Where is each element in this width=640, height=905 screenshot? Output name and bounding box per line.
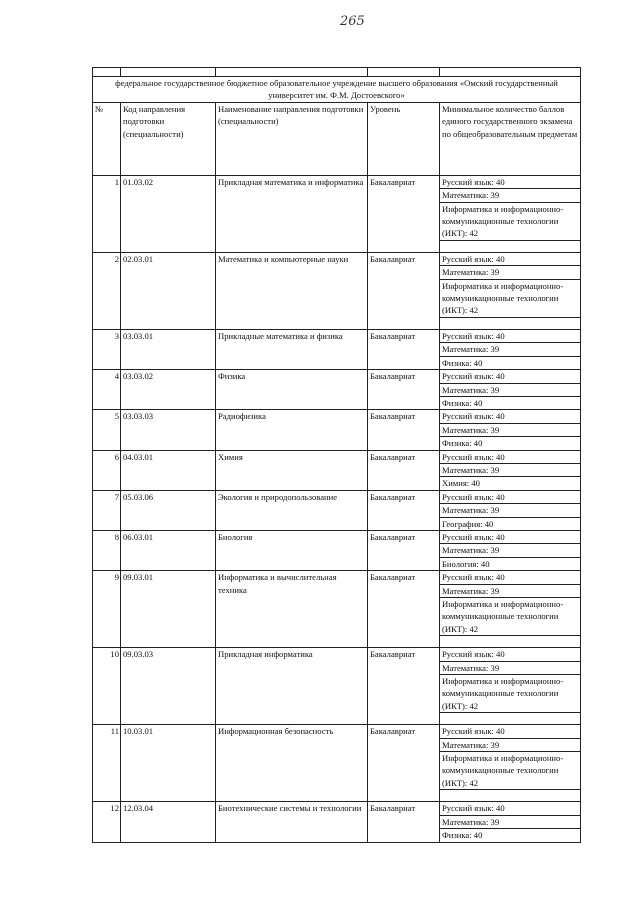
organization-row bbox=[93, 77, 581, 103]
row-exam: Русский язык: 40 bbox=[440, 370, 581, 383]
row-exam: Русский язык: 40 bbox=[440, 252, 581, 265]
row-level: Бакалавриат bbox=[368, 175, 440, 252]
row-exam: Математика: 39 bbox=[440, 343, 581, 356]
organization-name: федеральное государственное бюджетное образовательное учреждение высшего образования «Омский государственный университет им. Ф.М. Достоевского» bbox=[93, 77, 581, 103]
row-name: Радиофизика bbox=[216, 410, 368, 450]
row-name: Прикладные математика и физика bbox=[216, 329, 368, 369]
row-level: Бакалавриат bbox=[368, 450, 440, 490]
table-row bbox=[93, 175, 581, 188]
row-number: 9 bbox=[93, 571, 121, 648]
row-exam: Математика: 39 bbox=[440, 738, 581, 751]
row-code: 06.03.01 bbox=[121, 530, 216, 570]
table-row bbox=[93, 252, 581, 265]
row-exam: Математика: 39 bbox=[440, 383, 581, 396]
row-exam: Физика: 40 bbox=[440, 356, 581, 369]
row-exam: Физика: 40 bbox=[440, 437, 581, 450]
row-exam: Русский язык: 40 bbox=[440, 530, 581, 543]
table-row bbox=[93, 450, 581, 463]
table-row bbox=[93, 490, 581, 503]
row-number: 6 bbox=[93, 450, 121, 490]
row-number: 10 bbox=[93, 648, 121, 725]
row-number: 5 bbox=[93, 410, 121, 450]
row-exam: Русский язык: 40 bbox=[440, 490, 581, 503]
row-exam: География: 40 bbox=[440, 517, 581, 530]
row-exam: Математика: 39 bbox=[440, 504, 581, 517]
row-exam: Физика: 40 bbox=[440, 396, 581, 409]
row-exam: Информатика и информационно-коммуникационные технологии (ИКТ): 42 bbox=[440, 279, 581, 317]
row-exam: Математика: 39 bbox=[440, 815, 581, 828]
header-num: № bbox=[93, 102, 121, 175]
row-exam: Информатика и информационно-коммуникационные технологии (ИКТ): 42 bbox=[440, 675, 581, 713]
header-code: Код направления подготовки (специальности) bbox=[121, 102, 216, 175]
row-number: 7 bbox=[93, 490, 121, 530]
row-exam: Математика: 39 bbox=[440, 463, 581, 476]
row-exam-spacer bbox=[440, 636, 581, 648]
row-code: 03.03.02 bbox=[121, 370, 216, 410]
row-number: 8 bbox=[93, 530, 121, 570]
row-exam: Математика: 39 bbox=[440, 266, 581, 279]
row-level: Бакалавриат bbox=[368, 490, 440, 530]
row-code: 05.03.06 bbox=[121, 490, 216, 530]
row-level: Бакалавриат bbox=[368, 252, 440, 329]
row-number: 4 bbox=[93, 370, 121, 410]
row-exam: Биология: 40 bbox=[440, 557, 581, 570]
row-exam: Русский язык: 40 bbox=[440, 802, 581, 815]
row-name: Экология и природопользование bbox=[216, 490, 368, 530]
row-level: Бакалавриат bbox=[368, 329, 440, 369]
row-exam: Русский язык: 40 bbox=[440, 329, 581, 342]
table-row bbox=[93, 370, 581, 383]
row-exam: Русский язык: 40 bbox=[440, 410, 581, 423]
row-exam: Информатика и информационно-коммуникационные технологии (ИКТ): 42 bbox=[440, 202, 581, 240]
row-level: Бакалавриат bbox=[368, 410, 440, 450]
row-level: Бакалавриат bbox=[368, 648, 440, 725]
row-exam-spacer bbox=[440, 317, 581, 329]
table-top-row bbox=[93, 68, 581, 77]
table-row bbox=[93, 725, 581, 738]
row-level: Бакалавриат bbox=[368, 370, 440, 410]
row-code: 03.03.03 bbox=[121, 410, 216, 450]
row-number: 3 bbox=[93, 329, 121, 369]
table-row bbox=[93, 410, 581, 423]
row-exam-spacer bbox=[440, 713, 581, 725]
row-exam-spacer bbox=[440, 790, 581, 802]
row-name: Биотехнические системы и технологии bbox=[216, 802, 368, 842]
row-name: Физика bbox=[216, 370, 368, 410]
row-exam: Математика: 39 bbox=[440, 584, 581, 597]
row-name: Информационная безопасность bbox=[216, 725, 368, 802]
row-level: Бакалавриат bbox=[368, 725, 440, 802]
row-exam: Информатика и информационно-коммуникационные технологии (ИКТ): 42 bbox=[440, 752, 581, 790]
admission-table bbox=[92, 67, 581, 843]
row-exam: Русский язык: 40 bbox=[440, 175, 581, 188]
table-row bbox=[93, 530, 581, 543]
row-level: Бакалавриат bbox=[368, 802, 440, 842]
row-code: 03.03.01 bbox=[121, 329, 216, 369]
row-number: 2 bbox=[93, 252, 121, 329]
table-row bbox=[93, 802, 581, 815]
row-exam: Математика: 39 bbox=[440, 661, 581, 674]
row-code: 10.03.01 bbox=[121, 725, 216, 802]
row-name: Биология bbox=[216, 530, 368, 570]
row-code: 02.03.01 bbox=[121, 252, 216, 329]
header-min-score: Минимальное количество баллов единого государственного экзамена по общеобразовательным предметам bbox=[440, 102, 581, 175]
row-name: Прикладная математика и информатика bbox=[216, 175, 368, 252]
row-code: 09.03.01 bbox=[121, 571, 216, 648]
row-exam: Математика: 39 bbox=[440, 544, 581, 557]
row-exam: Русский язык: 40 bbox=[440, 450, 581, 463]
row-name: Химия bbox=[216, 450, 368, 490]
row-name: Прикладная информатика bbox=[216, 648, 368, 725]
row-exam: Математика: 39 bbox=[440, 423, 581, 436]
row-level: Бакалавриат bbox=[368, 571, 440, 648]
row-number: 1 bbox=[93, 175, 121, 252]
row-code: 04.03.01 bbox=[121, 450, 216, 490]
table-row bbox=[93, 648, 581, 661]
row-exam: Математика: 39 bbox=[440, 189, 581, 202]
row-code: 01.03.02 bbox=[121, 175, 216, 252]
header-level: Уровень bbox=[368, 102, 440, 175]
table-row bbox=[93, 571, 581, 584]
row-exam-spacer bbox=[440, 240, 581, 252]
row-exam: Информатика и информационно-коммуникационные технологии (ИКТ): 42 bbox=[440, 598, 581, 636]
row-exam: Русский язык: 40 bbox=[440, 571, 581, 584]
table-row bbox=[93, 329, 581, 342]
row-exam: Русский язык: 40 bbox=[440, 648, 581, 661]
header-name: Наименование направления подготовки (специальности) bbox=[216, 102, 368, 175]
row-number: 12 bbox=[93, 802, 121, 842]
header-row bbox=[93, 102, 581, 175]
row-level: Бакалавриат bbox=[368, 530, 440, 570]
row-exam: Русский язык: 40 bbox=[440, 725, 581, 738]
row-exam: Химия: 40 bbox=[440, 477, 581, 490]
row-number: 11 bbox=[93, 725, 121, 802]
page-number: 265 bbox=[340, 14, 365, 29]
row-name: Математика и компьютерные науки bbox=[216, 252, 368, 329]
row-exam: Физика: 40 bbox=[440, 829, 581, 842]
row-code: 09.03.03 bbox=[121, 648, 216, 725]
row-code: 12.03.04 bbox=[121, 802, 216, 842]
row-name: Информатика и вычислительная техника bbox=[216, 571, 368, 648]
